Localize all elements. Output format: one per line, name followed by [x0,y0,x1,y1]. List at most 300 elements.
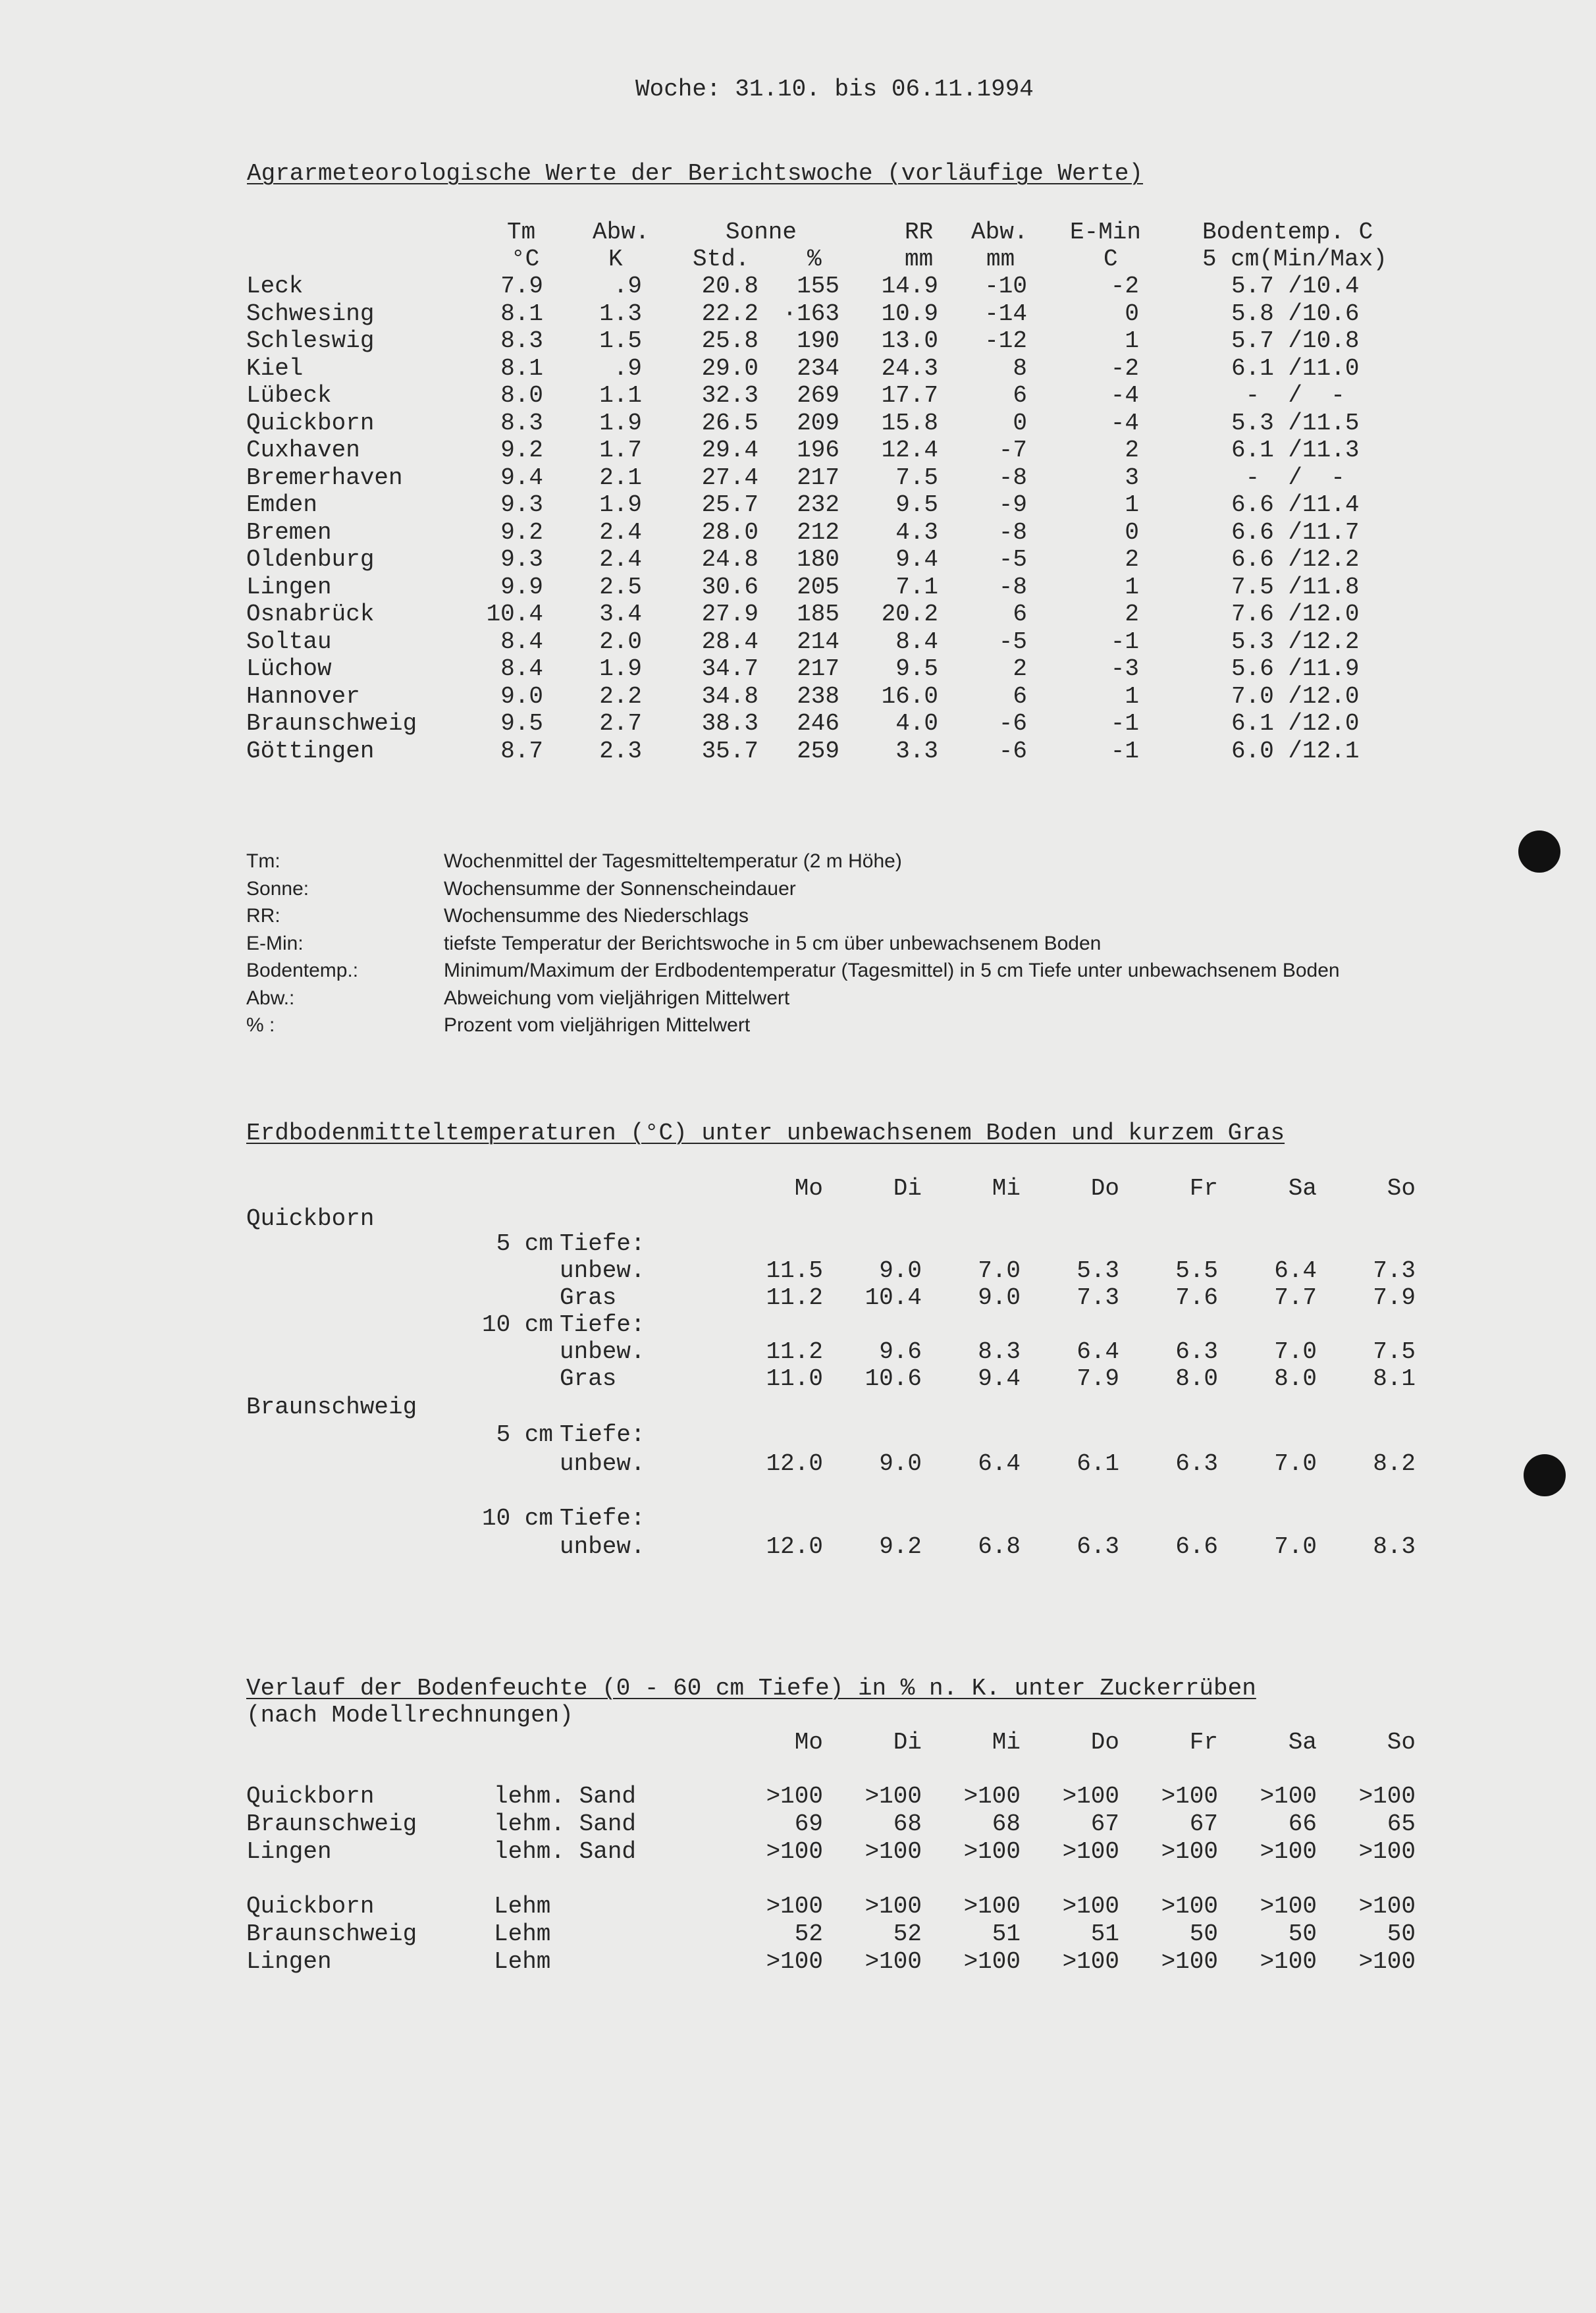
table-row [0,1783,1596,1810]
table-row [0,1920,1596,1947]
tm-cell: 9.5 [500,710,543,737]
value-cell: 7.0 [978,1257,1021,1284]
depth-label: 5 cm [496,1421,553,1448]
unit-tm: °C [511,246,540,273]
emin-cell: 1 [1125,683,1139,710]
value-cell: >100 [963,1893,1021,1920]
value-cell: >100 [864,1783,922,1810]
value-cell: 9.0 [978,1284,1021,1311]
value-cell: >100 [1161,1948,1218,1975]
value-cell: >100 [1358,1783,1416,1810]
value-cell: 6.6 [1175,1533,1218,1560]
bodentemp-cell: 7.5 /11.8 [1231,574,1360,601]
day-fr: Fr [1189,1175,1218,1202]
rr-cell: 9.4 [895,546,938,573]
table-row [0,710,1596,737]
table-row [0,355,1596,382]
unit-rr: mm [905,246,934,273]
kind-label: unbew. [560,1450,645,1477]
value-cell: 11.2 [766,1338,823,1365]
punch-hole [1518,830,1560,873]
sun-hours-cell: 25.8 [701,327,758,354]
value-cell: >100 [1161,1838,1218,1865]
station-name: Lingen [246,1838,332,1865]
tm-cell: 10.4 [486,601,543,628]
legend-key: Sonne: [246,878,309,900]
legend-text: Wochensumme der Sonnenscheindauer [444,878,796,900]
value-cell: 10.4 [864,1284,922,1311]
sun-hours-cell: 24.8 [701,546,758,573]
emin-cell: -4 [1110,382,1139,409]
day-do: Do [1090,1729,1119,1756]
bodentemp-cell: 6.6 /11.4 [1231,491,1360,518]
bodentemp-cell: 5.6 /11.9 [1231,655,1360,682]
station-name: Bremen [246,519,332,546]
tm-cell: 9.4 [500,464,543,491]
tm-cell: 7.9 [500,273,543,300]
tm-cell: 9.3 [500,491,543,518]
unit-emin: C [1104,246,1118,273]
tm-cell: 8.3 [500,327,543,354]
value-cell: >100 [1062,1893,1119,1920]
value-cell: >100 [766,1893,823,1920]
value-cell: 7.9 [1373,1284,1416,1311]
sun-hours-cell: 30.6 [701,574,758,601]
legend-item [246,903,1497,929]
table-row [0,1838,1596,1865]
section3-title: Verlauf der Bodenfeuchte (0 - 60 cm Tiefe) in % n. K. unter Zuckerrüben [246,1675,1256,1702]
table-row [0,437,1596,464]
value-cell: 51 [1090,1920,1119,1947]
b10-unbew-row [0,1533,1596,1560]
value-cell: 8.2 [1373,1450,1416,1477]
sun-percent-cell: 217 [797,464,839,491]
value-cell: 8.0 [1175,1365,1218,1392]
sun-hours-cell: 25.7 [701,491,758,518]
rr-abw-cell: -8 [998,464,1027,491]
bodentemp-cell: 6.1 /11.3 [1231,437,1360,464]
legend-text: Wochenmittel der Tagesmitteltemperatur (2 m Höhe) [444,850,902,872]
tiefe-label: Tiefe: [560,1421,645,1448]
station-name: Lüchow [246,655,332,682]
value-cell: 6.3 [1077,1533,1119,1560]
table1-header-row2 [0,246,1596,273]
value-cell: 9.0 [879,1450,922,1477]
kind-label: unbew. [560,1257,645,1284]
value-cell: 6.3 [1175,1450,1218,1477]
value-cell: >100 [766,1838,823,1865]
week-title: Woche: 31.10. bis 06.11.1994 [635,76,1034,103]
rr-cell: 3.3 [895,738,938,765]
sun-hours-cell: 22.2 [701,300,758,327]
table-row [0,519,1596,546]
emin-cell: 2 [1125,546,1139,573]
abw-cell: 1.9 [599,410,642,437]
bodentemp-cell: 6.6 /11.7 [1231,519,1360,546]
table-row [0,738,1596,765]
station-name: Braunschweig [246,710,417,737]
value-cell: 8.0 [1274,1365,1317,1392]
rr-abw-cell: 6 [1013,683,1027,710]
value-cell: 9.4 [978,1365,1021,1392]
station-name: Quickborn [246,1893,375,1920]
bodentemp-cell: 7.0 /12.0 [1231,683,1360,710]
legend-item [246,848,1497,875]
station-name: Cuxhaven [246,437,360,464]
value-cell: 7.0 [1274,1533,1317,1560]
sun-percent-cell: 232 [797,491,839,518]
rr-abw-cell: 6 [1013,601,1027,628]
section1-title: Agrarmeteorologische Werte der Berichtswoche (vorläufige Werte) [247,160,1144,187]
table-row [0,546,1596,573]
station-name: Lingen [246,574,332,601]
legend-item [246,931,1497,957]
col-sonne-header: Sonne [726,219,797,246]
rr-abw-cell: -6 [998,738,1027,765]
emin-cell: -1 [1110,738,1139,765]
value-cell: >100 [963,1783,1021,1810]
col-rrabw-header: Abw. [971,219,1028,246]
value-cell: 9.6 [879,1338,922,1365]
unit-bodentemp: 5 cm(Min/Max) [1202,246,1387,273]
rr-cell: 17.7 [881,382,938,409]
sun-hours-cell: 34.8 [701,683,758,710]
value-cell: 7.9 [1077,1365,1119,1392]
sun-percent-cell: 205 [797,574,839,601]
tm-cell: 8.1 [500,300,543,327]
rr-abw-cell: -6 [998,710,1027,737]
value-cell: >100 [963,1838,1021,1865]
value-cell: 52 [893,1920,922,1947]
value-cell: 7.3 [1077,1284,1119,1311]
station-name: Schleswig [246,327,375,354]
sun-percent-cell: 238 [797,683,839,710]
sun-percent-cell: 246 [797,710,839,737]
b5-depth-row [0,1421,1596,1448]
emin-cell: -1 [1110,628,1139,655]
section3-day-header [0,1729,1596,1756]
value-cell: 6.4 [1274,1257,1317,1284]
col-rr-header: RR [905,219,934,246]
tm-cell: 8.3 [500,410,543,437]
tiefe-label: Tiefe: [560,1505,645,1532]
abw-cell: 2.3 [599,738,642,765]
legend-item [246,985,1497,1012]
station-name: Schwesing [246,300,375,327]
station-name: Braunschweig [246,1920,417,1947]
tm-cell: 8.4 [500,628,543,655]
sun-percent-cell: 155 [797,273,839,300]
value-cell: 11.0 [766,1365,823,1392]
legend-text: Prozent vom vieljährigen Mittelwert [444,1014,751,1036]
sun-hours-cell: 28.0 [701,519,758,546]
emin-cell: -4 [1110,410,1139,437]
tiefe-label: Tiefe: [560,1230,645,1257]
value-cell: 51 [992,1920,1021,1947]
tm-cell: 9.2 [500,519,543,546]
value-cell: >100 [1062,1783,1119,1810]
station-name: Kiel [246,355,304,382]
abw-cell: .9 [613,273,642,300]
kind-label: unbew. [560,1533,645,1560]
tm-cell: 8.7 [500,738,543,765]
abw-cell: 3.4 [599,601,642,628]
table-row [0,327,1596,354]
station-name: Oldenburg [246,546,375,573]
q10-unbew-row [0,1338,1596,1365]
rr-cell: 15.8 [881,410,938,437]
station-name: Osnabrück [246,601,375,628]
section2-title: Erdbodenmitteltemperaturen (°C) unter unbewachsenem Boden und kurzem Gras [246,1120,1285,1147]
table-row [0,628,1596,655]
abw-cell: 2.1 [599,464,642,491]
emin-cell: 2 [1125,601,1139,628]
value-cell: >100 [1161,1893,1218,1920]
legend-key: Abw.: [246,987,295,1009]
col-tm-header: Tm [507,219,536,246]
value-cell: 50 [1288,1920,1317,1947]
col-emin-header: E-Min [1070,219,1142,246]
sun-hours-cell: 29.0 [701,355,758,382]
value-cell: 5.3 [1077,1257,1119,1284]
rr-abw-cell: 2 [1013,655,1027,682]
value-cell: 7.6 [1175,1284,1218,1311]
value-cell: 68 [992,1810,1021,1837]
abw-cell: 2.4 [599,519,642,546]
emin-cell: 0 [1125,300,1139,327]
legend-item [246,1012,1497,1039]
value-cell: 7.3 [1373,1257,1416,1284]
value-cell: 10.6 [864,1365,922,1392]
legend-text: Abweichung vom vieljährigen Mittelwert [444,987,790,1009]
value-cell: >100 [1358,1948,1416,1975]
rr-cell: 9.5 [895,655,938,682]
table-row [0,491,1596,518]
sun-percent-cell: 269 [797,382,839,409]
rr-cell: 10.9 [881,300,938,327]
emin-cell: 2 [1125,437,1139,464]
bodentemp-cell: 5.3 /12.2 [1231,628,1360,655]
station-quickborn: Quickborn [246,1205,375,1232]
abw-cell: 1.3 [599,300,642,327]
sun-percent-cell: 209 [797,410,839,437]
abw-cell: 2.4 [599,546,642,573]
station-name: Hannover [246,683,360,710]
abw-cell: 1.9 [599,491,642,518]
emin-cell: -2 [1110,355,1139,382]
abw-cell: 2.7 [599,710,642,737]
abw-cell: 1.1 [599,382,642,409]
sun-percent-cell: 180 [797,546,839,573]
legend-text: Wochensumme des Niederschlags [444,905,749,927]
legend-key: Tm: [246,850,280,872]
table-row [0,683,1596,710]
abw-cell: .9 [613,355,642,382]
station-name: Soltau [246,628,332,655]
rr-abw-cell: 0 [1013,410,1027,437]
station-name: Leck [246,273,304,300]
tm-cell: 9.0 [500,683,543,710]
abw-cell: 1.9 [599,655,642,682]
tm-cell: 9.9 [500,574,543,601]
station-name: Quickborn [246,1783,375,1810]
soil-type: lehm. Sand [494,1838,637,1865]
rr-cell: 16.0 [881,683,938,710]
tiefe-label: Tiefe: [560,1311,645,1338]
tm-cell: 8.1 [500,355,543,382]
day-fr: Fr [1189,1729,1218,1756]
sun-hours-cell: 26.5 [701,410,758,437]
sun-percent-cell: 190 [797,327,839,354]
sun-hours-cell: 20.8 [701,273,758,300]
unit-rrabw: mm [986,246,1015,273]
depth-label: 10 cm [481,1505,553,1532]
sun-percent-cell: 234 [797,355,839,382]
unit-std: Std. [693,246,750,273]
value-cell: >100 [1260,1783,1317,1810]
value-cell: >100 [1062,1838,1119,1865]
rr-abw-cell: -9 [998,491,1027,518]
value-cell: 7.7 [1274,1284,1317,1311]
table-row [0,1893,1596,1920]
station-name: Lübeck [246,382,332,409]
emin-cell: -3 [1110,655,1139,682]
day-so: So [1387,1175,1416,1202]
rr-cell: 7.5 [895,464,938,491]
value-cell: >100 [864,1838,922,1865]
value-cell: 6.3 [1175,1338,1218,1365]
b10-depth-row [0,1505,1596,1532]
unit-pct: % [807,246,822,273]
sun-hours-cell: 34.7 [701,655,758,682]
rr-abw-cell: -10 [984,273,1027,300]
value-cell: >100 [1260,1893,1317,1920]
bodentemp-cell: 6.1 /12.0 [1231,710,1360,737]
value-cell: >100 [864,1893,922,1920]
sun-hours-cell: 38.3 [701,710,758,737]
emin-cell: 0 [1125,519,1139,546]
value-cell: 5.5 [1175,1257,1218,1284]
sun-percent-cell: 217 [797,655,839,682]
rr-cell: 9.5 [895,491,938,518]
bodentemp-cell: 6.1 /11.0 [1231,355,1360,382]
kind-label: Gras [560,1365,617,1392]
rr-abw-cell: -14 [984,300,1027,327]
table-row [0,300,1596,327]
emin-cell: 3 [1125,464,1139,491]
day-di: Di [893,1729,922,1756]
sun-hours-cell: 27.9 [701,601,758,628]
soil-type: lehm. Sand [494,1783,637,1810]
rr-cell: 12.4 [881,437,938,464]
q5-depth-row [0,1230,1596,1257]
unit-abw: K [608,246,623,273]
value-cell: >100 [1358,1838,1416,1865]
sun-percent-cell: ·163 [782,300,839,327]
table-row [0,382,1596,409]
value-cell: 52 [794,1920,823,1947]
day-mo: Mo [794,1175,823,1202]
rr-cell: 13.0 [881,327,938,354]
rr-cell: 20.2 [881,601,938,628]
quickborn-label-row [0,1205,1596,1232]
value-cell: 6.4 [1077,1338,1119,1365]
value-cell: 69 [794,1810,823,1837]
value-cell: 68 [893,1810,922,1837]
value-cell: 8.3 [978,1338,1021,1365]
rr-cell: 24.3 [881,355,938,382]
emin-cell: 1 [1125,327,1139,354]
rr-abw-cell: -8 [998,574,1027,601]
sun-hours-cell: 29.4 [701,437,758,464]
braunschweig-label-row [0,1394,1596,1421]
rr-abw-cell: -8 [998,519,1027,546]
rr-cell: 4.0 [895,710,938,737]
q10-gras-row [0,1365,1596,1392]
legend-key: Bodentemp.: [246,960,359,981]
table-row [0,1948,1596,1975]
value-cell: 12.0 [766,1533,823,1560]
rr-cell: 7.1 [895,574,938,601]
depth-label: 5 cm [496,1230,553,1257]
value-cell: 66 [1288,1810,1317,1837]
bodentemp-cell: 5.7 /10.8 [1231,327,1360,354]
value-cell: >100 [1358,1893,1416,1920]
station-name: Göttingen [246,738,375,765]
value-cell: 11.2 [766,1284,823,1311]
sun-hours-cell: 35.7 [701,738,758,765]
station-braunschweig: Braunschweig [246,1394,417,1421]
table-row [0,601,1596,628]
soil-type: Lehm [494,1948,551,1975]
value-cell: 6.8 [978,1533,1021,1560]
soil-type: lehm. Sand [494,1810,637,1837]
value-cell: 9.2 [879,1533,922,1560]
day-sa: Sa [1288,1729,1317,1756]
rr-abw-cell: -12 [984,327,1027,354]
abw-cell: 2.0 [599,628,642,655]
value-cell: 9.0 [879,1257,922,1284]
soil-type: Lehm [494,1893,551,1920]
value-cell: 6.1 [1077,1450,1119,1477]
value-cell: >100 [766,1783,823,1810]
table-row [0,1810,1596,1837]
depth-label: 10 cm [481,1311,553,1338]
bodentemp-cell: - / - [1231,464,1345,491]
bodentemp-cell: 5.7 /10.4 [1231,273,1360,300]
value-cell: >100 [864,1948,922,1975]
table-row [0,574,1596,601]
legend-key: RR: [246,905,280,927]
tm-cell: 9.3 [500,546,543,573]
day-sa: Sa [1288,1175,1317,1202]
legend-item [246,876,1497,902]
value-cell: 6.4 [978,1450,1021,1477]
table1-header-row1 [0,219,1596,246]
station-name: Lingen [246,1948,332,1975]
value-cell: 11.5 [766,1257,823,1284]
b5-unbew-row [0,1450,1596,1477]
value-cell: 50 [1189,1920,1218,1947]
rr-cell: 4.3 [895,519,938,546]
q5-gras-row [0,1284,1596,1311]
legend-item [246,958,1497,984]
value-cell: 7.0 [1274,1338,1317,1365]
bodentemp-cell: - / - [1231,382,1345,409]
table-row [0,273,1596,300]
rr-cell: 14.9 [881,273,938,300]
sun-percent-cell: 212 [797,519,839,546]
